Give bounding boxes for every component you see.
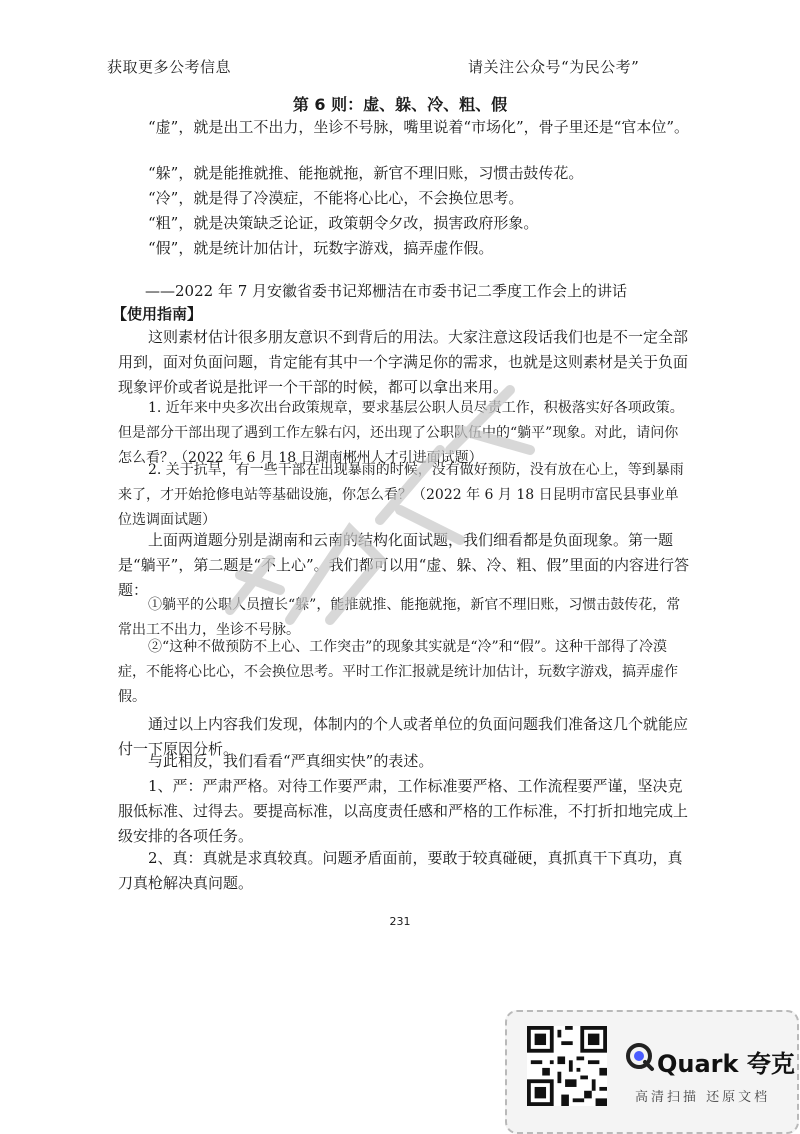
section-title: 第 6 则：虚、躲、冷、粗、假	[292, 95, 508, 114]
paragraph-analysis: 上面两道题分别是湖南和云南的结构化面试题，我们细看都是负面现象。第一题是“躺平”，第二题是“不上心”。我们都可以用“虚、躲、冷、粗、假”里面的内容进行答题：	[118, 531, 690, 599]
question-2: 2. 关于抗旱，有一些干部在出现暴雨的时候，没有做好预防，没有放在心上，等到暴雨来了，才开始抢修电站等基础设施，你怎么看？（2022 年 6 月 18 日昆明市富民县事业单位选调面试题）	[118, 462, 684, 528]
item-cu: “粗”，就是决策缺乏论证，政策朝令夕改，损害政府形象。	[148, 214, 539, 232]
header-left-text: 获取更多公考信息	[107, 58, 232, 76]
quark-logo-icon	[625, 1042, 655, 1072]
quark-brand-name: Quark 夸克	[657, 1050, 795, 1078]
answer-2: ②“这种不做预防不上心、工作突击”的现象其实就是“冷”和“假”。这种干部得了冷漠症，不能将心比心，不会换位思考。平时工作汇报就是统计加估计，玩数字游戏，搞弄虚作假。	[118, 639, 678, 705]
page-number: 231	[389, 915, 411, 928]
quark-slogan: 高清扫描 还原文档	[635, 1090, 771, 1105]
item-jia: “假”，就是统计加估计，玩数字游戏，搞弄虚作假。	[148, 239, 494, 257]
guide-heading: 【使用指南】	[112, 305, 203, 323]
answer-1: ①躺平的公职人员擅长“躲”，能推就推、能拖就拖，新官不理旧账，习惯击鼓传花，常常出工不出力，坐诊不号脉。	[118, 597, 681, 638]
paragraph-summary: 通过以上内容我们发现，体制内的个人或者单位的负面问题我们准备这几个就能应付一下原因分析。	[118, 715, 689, 758]
paragraph-contrast: 与此相反，我们看看“严真细实快”的表述。	[148, 752, 434, 770]
item-leng: “冷”，就是得了冷漠症，不能将心比心，不会换位思考。	[148, 189, 524, 207]
qr-code-icon	[527, 1026, 607, 1106]
item-duo: “躲”，就是能推就推、能拖就拖，新官不理旧账，习惯击鼓传花。	[148, 164, 584, 182]
quark-scan-badge	[505, 1010, 799, 1134]
item-xu: “虚”，就是出工不出力，坐诊不号脉，嘴里说着“市场化”，骨子里还是“官本位”。	[148, 118, 690, 136]
header-right-text: 请关注公众号“为民公考”	[468, 58, 640, 76]
question-1: 1. 近年来中央多次出台政策规章，要求基层公职人员尽责工作，积极落实好各项政策。但是部分干部出现了遇到工作左躲右闪，还出现了公职队伍中的“躺平”现象。对此，请问你怎么看？（2022 年 6 月 18 日湖南郴州人才引进面试题）	[118, 400, 684, 466]
source-citation: ——2022 年 7 月安徽省委书记郑栅洁在市委书记二季度工作会上的讲话	[145, 282, 628, 300]
paragraph-intro: 这则素材估计很多朋友意识不到背后的用法。大家注意这段话我们也是不一定全部用到，面对负面问题，肯定能有其中一个字满足你的需求，也就是这则素材是关于负面现象评价或者说是批评一个干部的时候，都可以拿出来用。	[118, 328, 689, 396]
paragraph-yan: 1、严：严肃严格。对待工作要严肃，工作标准要严格、工作流程要严谨，坚决克服低标准、过得去。要提高标准，以高度责任感和严格的工作标准，不打折扣地完成上级安排的各项任务。	[118, 777, 689, 845]
paragraph-zhen: 2、真：真就是求真较真。问题矛盾面前，要敢于较真碰硬，真抓真干下真功，真刀真枪解决真问题。	[118, 849, 683, 892]
